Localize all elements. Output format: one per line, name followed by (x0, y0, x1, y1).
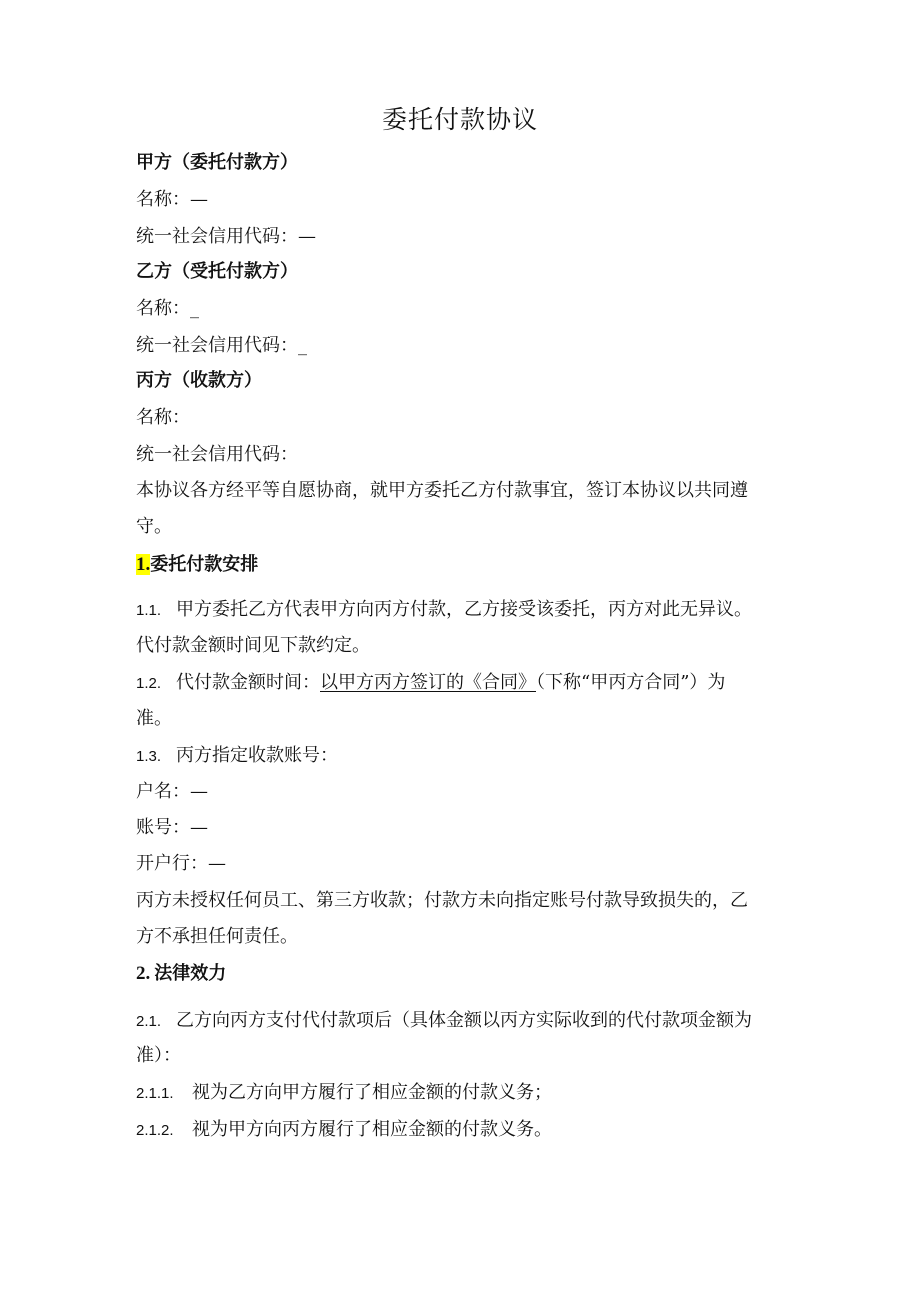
section-2-number: 2. (136, 963, 151, 984)
note-line-2: 方不承担任何责任。 (136, 926, 298, 947)
section-1-number: 1. (136, 554, 151, 575)
clause-1-3-text: 丙方指定收款账号： (176, 745, 338, 766)
clause-1-1-text: 甲方委托乙方代表甲方向丙方付款，乙方接受该委托，丙方对此无异议。 (176, 599, 752, 620)
clause-1-1-number: 1.1. (136, 602, 162, 619)
party-b-heading: 乙方（受托付款方） (136, 261, 298, 282)
clause-2-1 (136, 1008, 752, 1035)
note-line-1: 丙方未授权任何员工、第三方收款；付款方未向指定账号付款导致损失的，乙 (136, 890, 748, 911)
party-a-code: 统一社会信用代码：— (136, 226, 316, 247)
clause-2-1-1-text: 视为乙方向甲方履行了相应金额的付款义务； (192, 1082, 552, 1103)
section-2-heading (136, 961, 226, 987)
clause-1-2-number: 1.2. (136, 675, 162, 692)
account-number: 账号：— (136, 817, 208, 838)
party-c-heading: 丙方（收款方） (136, 370, 262, 391)
clause-1-2-line-2: 准。 (136, 708, 172, 729)
clause-2-1-1-number: 2.1.1. (136, 1085, 174, 1102)
party-c-name: 名称： (136, 407, 190, 428)
section-2-title: 法律效力 (154, 963, 227, 984)
clause-2-1-2-number: 2.1.2. (136, 1122, 174, 1139)
clause-1-2-prefix: 代付款金额时间： (176, 672, 320, 693)
clause-1-2-contract-reference: 以甲方丙方签订的《合同》 (320, 672, 536, 693)
clause-2-1-2 (136, 1117, 552, 1144)
account-bank: 开户行：— (136, 853, 226, 874)
clause-1-2-suffix: （下称“甲丙方合同”）为 (536, 672, 726, 693)
clause-1-1-line-2: 代付款金额时间见下款约定。 (136, 635, 370, 656)
account-name: 户名：— (136, 781, 208, 802)
clause-2-1-number: 2.1. (136, 1013, 162, 1030)
section-1-heading (136, 552, 258, 578)
party-b-name: 名称：_ (136, 298, 199, 319)
clause-2-1-text: 乙方向丙方支付代付款项后（具体金额以丙方实际收到的代付款项金额为 (176, 1010, 752, 1031)
clause-1-2 (136, 670, 725, 697)
party-a-name: 名称：— (136, 189, 208, 210)
party-a-heading: 甲方（委托付款方） (136, 152, 298, 173)
clause-1-1 (136, 597, 752, 624)
intro-line-2: 守。 (136, 516, 172, 537)
clause-2-1-1 (136, 1080, 552, 1107)
clause-1-3-number: 1.3. (136, 748, 162, 765)
clause-2-1-2-text: 视为甲方向丙方履行了相应金额的付款义务。 (192, 1119, 552, 1140)
document-title: 委托付款协议 (381, 105, 538, 134)
clause-1-3 (136, 743, 338, 770)
party-b-code: 统一社会信用代码：_ (136, 335, 307, 356)
intro-line-1: 本协议各方经平等自愿协商，就甲方委托乙方付款事宜，签订本协议以共同遵 (136, 480, 748, 501)
clause-2-1-line-2: 准）： (136, 1045, 181, 1066)
section-1-title: 委托付款安排 (150, 554, 259, 575)
party-c-code: 统一社会信用代码： (136, 444, 298, 465)
